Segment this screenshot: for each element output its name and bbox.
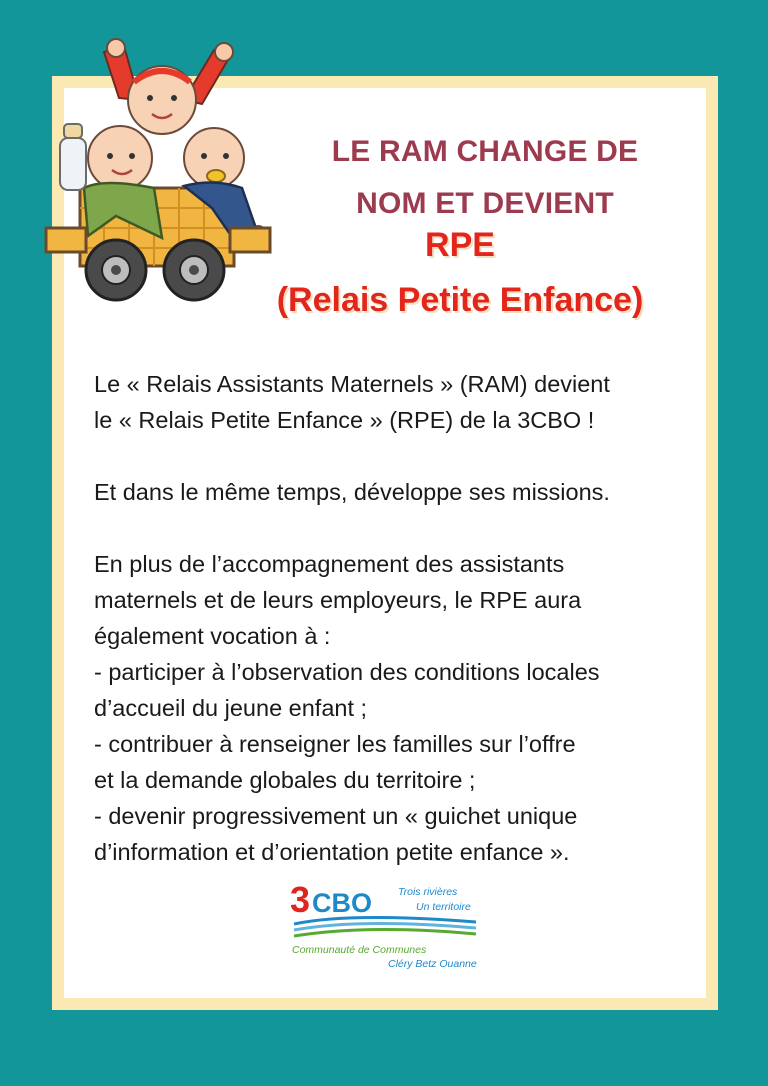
announcement-body (94, 366, 680, 870)
text-line: et la demande globales du territoire ; (94, 767, 476, 793)
text-line: le « Relais Petite Enfance » (RPE) de la 3CBO ! (94, 407, 595, 433)
logo-tagline-2: Un territoire (416, 901, 471, 913)
text-line: Et dans le même temps, développe ses missions. (94, 479, 610, 505)
text-line: - contribuer à renseigner les familles sur l’offre (94, 731, 576, 757)
rpe-acronym: RPE (425, 226, 495, 264)
text-line: - participer à l’observation des conditions locales (94, 659, 600, 685)
logo-letters: CBO (312, 888, 372, 918)
logo-digit: 3 (290, 879, 311, 920)
paragraph-intro (94, 366, 680, 438)
logo-subtitle-1: Communauté de Communes (292, 944, 427, 956)
paragraph-missions (94, 474, 680, 510)
logo-subtitle-2: Cléry Betz Ouanne (388, 958, 477, 970)
text-line: d’information et d’orientation petite enfance ». (94, 839, 570, 865)
text-line: également vocation à : (94, 623, 331, 649)
3cbo-logo (290, 880, 490, 975)
headline (290, 126, 680, 230)
headline-line-2: NOM ET DEVIENT (356, 187, 614, 220)
text-line: d’accueil du jeune enfant ; (94, 695, 368, 721)
rpe-full-name: (Relais Petite Enfance) (276, 281, 644, 319)
paragraph-details (94, 546, 680, 870)
babies-cart-illustration (44, 38, 274, 308)
text-line: maternels et de leurs employeurs, le RPE aura (94, 587, 582, 613)
text-line: Le « Relais Assistants Maternels » (RAM) devient (94, 371, 610, 397)
headline-line-1: LE RAM CHANGE DE (331, 135, 639, 168)
text-line: - devenir progressivement un « guichet unique (94, 803, 578, 829)
river-waves-icon (290, 914, 480, 942)
logo-tagline-1: Trois rivières (398, 886, 458, 898)
text-line: En plus de l’accompagnement des assistants (94, 551, 565, 577)
